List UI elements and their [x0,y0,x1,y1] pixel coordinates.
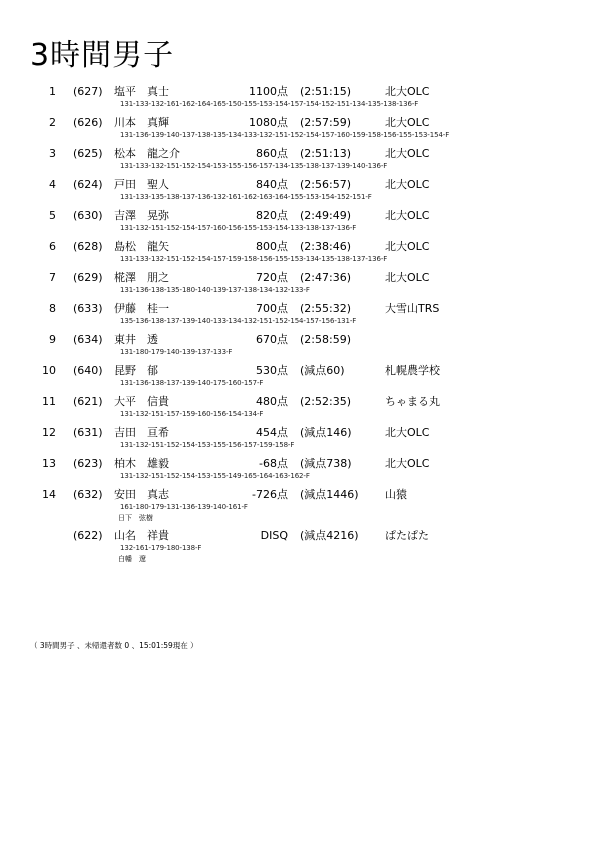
time-cell: (2:55:32) [300,302,351,315]
points-cell: 820点 [256,209,288,222]
bib-number-cell: (631) [73,426,103,439]
control-sequence: 131-136-138-137-139-140-175-160-157-F [120,379,264,387]
bib-number-cell: (626) [73,116,103,129]
result-entry [0,363,600,389]
points-cell: 480点 [256,395,288,408]
time-cell: (減点60) [300,364,345,377]
result-entry [0,528,600,564]
club-cell: 北大OLC [385,240,430,253]
competitor-name-cell: 島松 龍矢 [114,240,169,253]
competitor-name-cell: 吉田 亘希 [114,426,169,439]
time-cell: (2:58:59) [300,333,351,346]
result-entry [0,332,600,358]
rank-cell: 6 [49,240,56,253]
result-row [0,115,600,130]
result-row [0,270,600,285]
club-cell: ちゃまる丸 [385,395,440,408]
bib-number-cell: (622) [73,529,103,542]
time-cell: (2:51:13) [300,147,351,160]
rank-cell: 1 [49,85,56,98]
rank-cell: 5 [49,209,56,222]
result-row [0,363,600,378]
control-sequence: 131-132-151-152-154-153-155-149-165-164-163-162-F [120,472,310,480]
control-sequence: 131-132-151-157-159-160-156-154-134-F [120,410,264,418]
club-cell: 北大OLC [385,116,430,129]
bib-number-cell: (633) [73,302,103,315]
control-sequence: 131-132-151-152-154-157-160-156-155-153-154-133-138-137-136-F [120,224,357,232]
result-entry [0,270,600,296]
rank-cell: 13 [42,457,56,470]
competitor-name-cell: 昆野 郁 [114,364,158,377]
rank-cell: 14 [42,488,56,501]
time-cell: (2:52:35) [300,395,351,408]
competitor-name-cell: 吉澤 晃弥 [114,209,169,222]
points-cell: 840点 [256,178,288,191]
results-list [0,84,600,569]
result-entry [0,208,600,234]
result-row [0,301,600,316]
result-entry [0,84,600,110]
club-cell: ぱたぱた [385,529,429,542]
result-row [0,332,600,347]
result-entry [0,177,600,203]
status-footer: （ 3時間男子 、未帰還者数 0 、15:01:59現在 ） [30,641,198,650]
bib-number-cell: (632) [73,488,103,501]
control-sequence: 132-161-179-180-138-F [120,544,202,552]
points-cell: 1100点 [249,85,288,98]
competitor-name-cell: 椛澤 朋之 [114,271,169,284]
club-cell: 大雪山TRS [385,302,440,315]
points-cell: -68点 [259,457,288,470]
result-entry [0,487,600,523]
time-cell: (減点146) [300,426,352,439]
club-cell: 北大OLC [385,147,430,160]
control-sequence: 131-133-135-138-137-136-132-161-162-163-164-155-153-154-152-151-F [120,193,372,201]
control-sequence: 161-180-179-131-136-139-140-161-F [120,503,248,511]
time-cell: (2:47:36) [300,271,351,284]
result-row [0,239,600,254]
points-cell: 454点 [256,426,288,439]
result-row [0,394,600,409]
competitor-name-cell: 伊藤 桂一 [114,302,169,315]
result-entry [0,115,600,141]
time-cell: (2:56:57) [300,178,351,191]
control-sequence: 131-133-132-151-152-154-153-155-156-157-134-135-138-137-139-140-136-F [120,162,388,170]
team-member: 白幡 遼 [118,555,146,563]
points-cell: 1080点 [249,116,288,129]
control-sequence: 131-132-151-152-154-153-155-156-157-159-158-F [120,441,295,449]
result-row [0,528,600,543]
result-entry [0,146,600,172]
bib-number-cell: (623) [73,457,103,470]
time-cell: (2:57:59) [300,116,351,129]
control-sequence: 131-180-179-140-139-137-133-F [120,348,233,356]
points-cell: -726点 [252,488,288,501]
club-cell: 北大OLC [385,457,430,470]
time-cell: (2:49:49) [300,209,351,222]
rank-cell: 11 [42,395,56,408]
competitor-name-cell: 安田 真志 [114,488,169,501]
club-cell: 札幌農学校 [385,364,440,377]
club-cell: 北大OLC [385,426,430,439]
points-cell: 530点 [256,364,288,377]
points-cell: 670点 [256,333,288,346]
points-cell: 720点 [256,271,288,284]
rank-cell: 3 [49,147,56,160]
rank-cell: 9 [49,333,56,346]
team-member: 日下 弦樹 [118,514,153,522]
points-cell: 800点 [256,240,288,253]
time-cell: (減点4216) [300,529,359,542]
control-sequence: 131-133-132-161-162-164-165-150-155-153-154-157-154-152-151-134-135-138-136-F [120,100,419,108]
rank-cell: 12 [42,426,56,439]
time-cell: (減点1446) [300,488,359,501]
control-sequence: 135-136-138-137-139-140-133-134-132-151-152-154-157-156-131-F [120,317,357,325]
time-cell: (2:38:46) [300,240,351,253]
result-row [0,146,600,161]
competitor-name-cell: 川本 真輝 [114,116,169,129]
control-sequence: 131-136-139-140-137-138-135-134-133-132-151-152-154-157-160-159-158-156-155-153-154-F [120,131,450,139]
competitor-name-cell: 東井 透 [114,333,158,346]
result-entry [0,301,600,327]
result-row [0,208,600,223]
result-row [0,177,600,192]
rank-cell: 7 [49,271,56,284]
competitor-name-cell: 柏木 雄毅 [114,457,169,470]
result-entry [0,394,600,420]
result-entry [0,239,600,265]
competitor-name-cell: 山名 祥貴 [114,529,169,542]
competitor-name-cell: 大平 信貴 [114,395,169,408]
competitor-name-cell: 塩平 真士 [114,85,169,98]
club-cell: 北大OLC [385,209,430,222]
control-sequence: 131-133-132-151-152-154-157-159-158-156-155-153-134-135-138-137-136-F [120,255,388,263]
bib-number-cell: (640) [73,364,103,377]
club-cell: 北大OLC [385,271,430,284]
bib-number-cell: (628) [73,240,103,253]
competitor-name-cell: 松本 龍之介 [114,147,180,160]
club-cell: 山猿 [385,488,407,501]
bib-number-cell: (630) [73,209,103,222]
rank-cell: 4 [49,178,56,191]
rank-cell: 2 [49,116,56,129]
rank-cell: 10 [42,364,56,377]
points-cell: DISQ [260,529,288,542]
control-sequence: 131-136-138-135-180-140-139-137-138-134-132-133-F [120,286,310,294]
result-row [0,425,600,440]
bib-number-cell: (629) [73,271,103,284]
bib-number-cell: (621) [73,395,103,408]
rank-cell: 8 [49,302,56,315]
points-cell: 860点 [256,147,288,160]
page-title: 3時間男子 [30,38,175,73]
result-row [0,456,600,471]
time-cell: (減点738) [300,457,352,470]
bib-number-cell: (627) [73,85,103,98]
points-cell: 700点 [256,302,288,315]
competitor-name-cell: 戸田 聖人 [114,178,169,191]
result-row [0,487,600,502]
bib-number-cell: (625) [73,147,103,160]
club-cell: 北大OLC [385,85,430,98]
result-row [0,84,600,99]
result-entry [0,425,600,451]
bib-number-cell: (624) [73,178,103,191]
club-cell: 北大OLC [385,178,430,191]
bib-number-cell: (634) [73,333,103,346]
result-entry [0,456,600,482]
time-cell: (2:51:15) [300,85,351,98]
